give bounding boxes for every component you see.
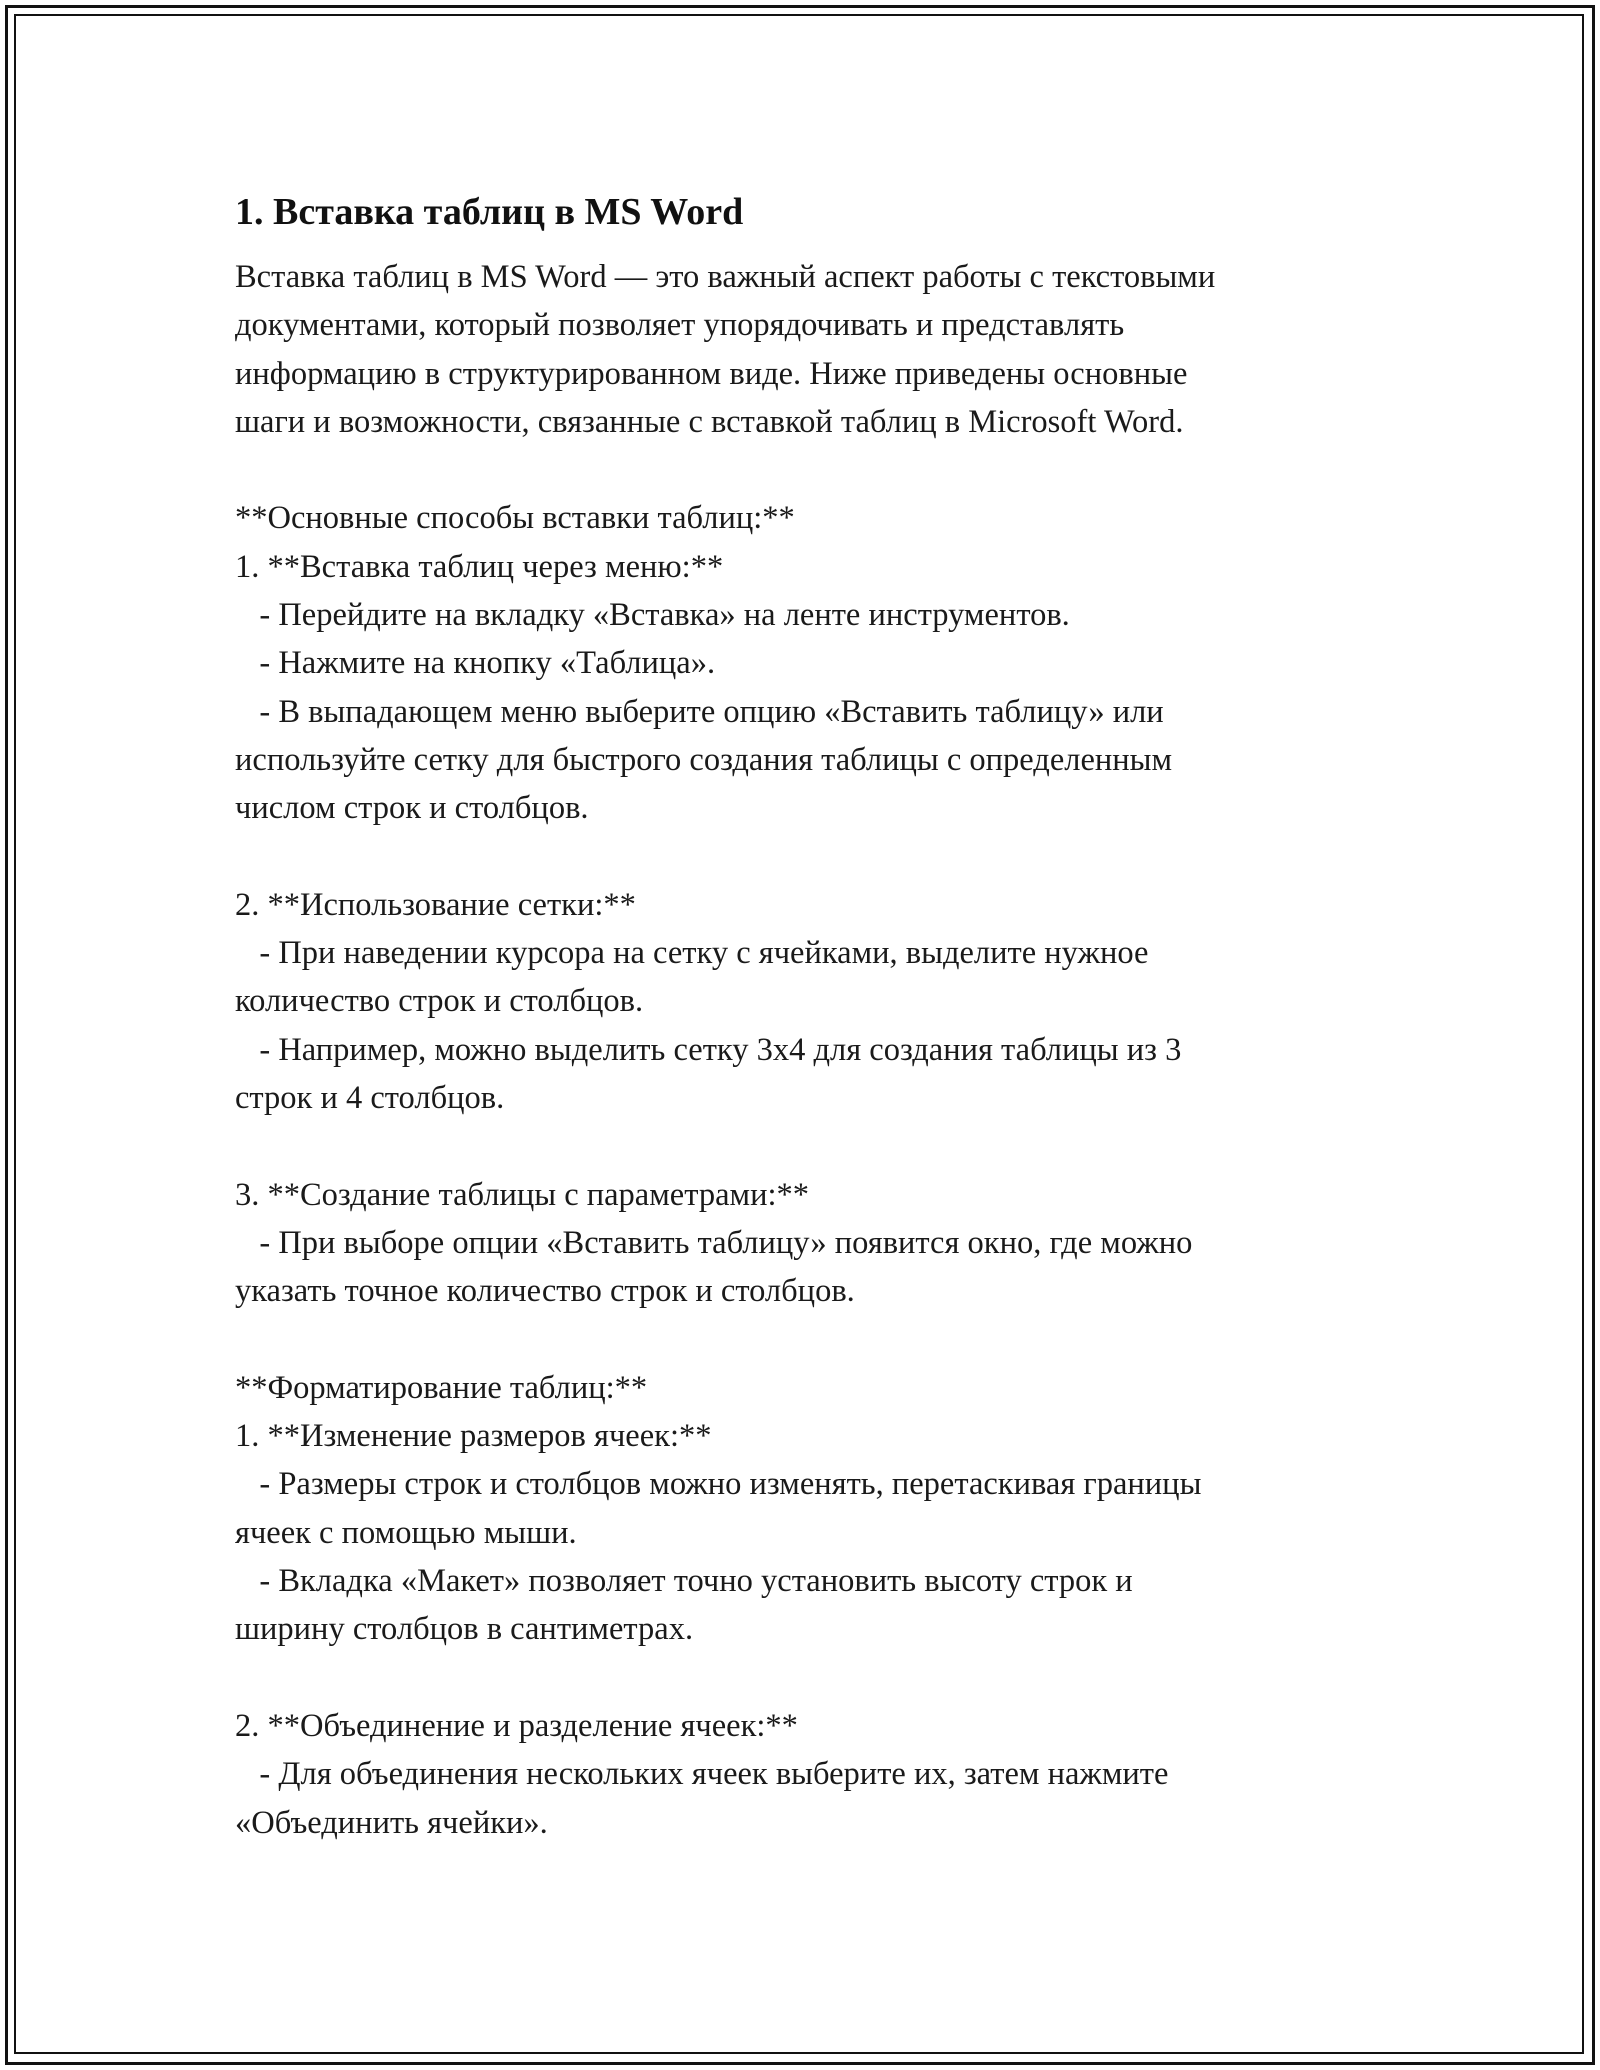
- blank-line: [235, 446, 1375, 494]
- text-line: 3. **Создание таблицы с параметрами:**: [235, 1176, 809, 1213]
- blank-line: [235, 1122, 1375, 1170]
- text-line: **Форматирование таблиц:**: [235, 1369, 648, 1406]
- document-body: [235, 253, 1375, 1847]
- text-line: используйте сетку для быстрого создания таблицы с определенным: [235, 741, 1173, 778]
- text-line: количество строк и столбцов.: [235, 983, 644, 1020]
- text-line: 2. **Использование сетки:**: [235, 886, 636, 923]
- document-page: [235, 185, 1375, 1847]
- text-line: 1. **Изменение размеров ячеек:**: [235, 1418, 712, 1455]
- blank-line: [235, 1654, 1375, 1702]
- text-line: - Нажмите на кнопку «Таблица».: [235, 645, 716, 682]
- text-line: указать точное количество строк и столбцов.: [235, 1273, 855, 1310]
- text-line: Вставка таблиц в MS Word — это важный аспект работы с текстовыми: [235, 259, 1216, 295]
- text-line: **Основные способы вставки таблиц:**: [235, 500, 795, 537]
- text-line: строк и 4 столбцов.: [235, 1080, 505, 1117]
- text-line: шаги и возможности, связанные с вставкой таблиц в Microsoft Word.: [235, 403, 1184, 440]
- text-line: - При наведении курсора на сетку с ячейками, выделите нужное: [235, 935, 1149, 972]
- document-heading: 1. Вставка таблиц в MS Word: [235, 191, 744, 233]
- text-line: - Для объединения нескольких ячеек выберите их, затем нажмите: [235, 1756, 1169, 1793]
- text-line: - В выпадающем меню выберите опцию «Вставить таблицу» или: [235, 693, 1164, 730]
- text-line: ширину столбцов в сантиметрах.: [235, 1611, 694, 1648]
- text-line: - При выборе опции «Вставить таблицу» появится окно, где можно: [235, 1224, 1193, 1261]
- text-line: - Перейдите на вкладку «Вставка» на ленте инструментов.: [235, 597, 1070, 634]
- text-line: документами, который позволяет упорядочивать и представлять: [235, 307, 1125, 344]
- blank-line: [235, 833, 1375, 881]
- text-line: - Вкладка «Макет» позволяет точно установить высоту строк и: [235, 1563, 1133, 1600]
- text-line: - Например, можно выделить сетку 3x4 для создания таблицы из 3: [235, 1031, 1182, 1068]
- text-line: числом строк и столбцов.: [235, 790, 589, 827]
- blank-line: [235, 1316, 1375, 1364]
- text-line: 2. **Объединение и разделение ячеек:**: [235, 1707, 798, 1744]
- text-line: - Размеры строк и столбцов можно изменять, перетаскивая границы: [235, 1466, 1202, 1503]
- text-line: информацию в структурированном виде. Ниже приведены основные: [235, 355, 1188, 392]
- text-line: 1. **Вставка таблиц через меню:**: [235, 548, 724, 585]
- text-line: ячеек с помощью мыши.: [235, 1514, 577, 1551]
- text-line: «Объединить ячейки».: [235, 1804, 548, 1841]
